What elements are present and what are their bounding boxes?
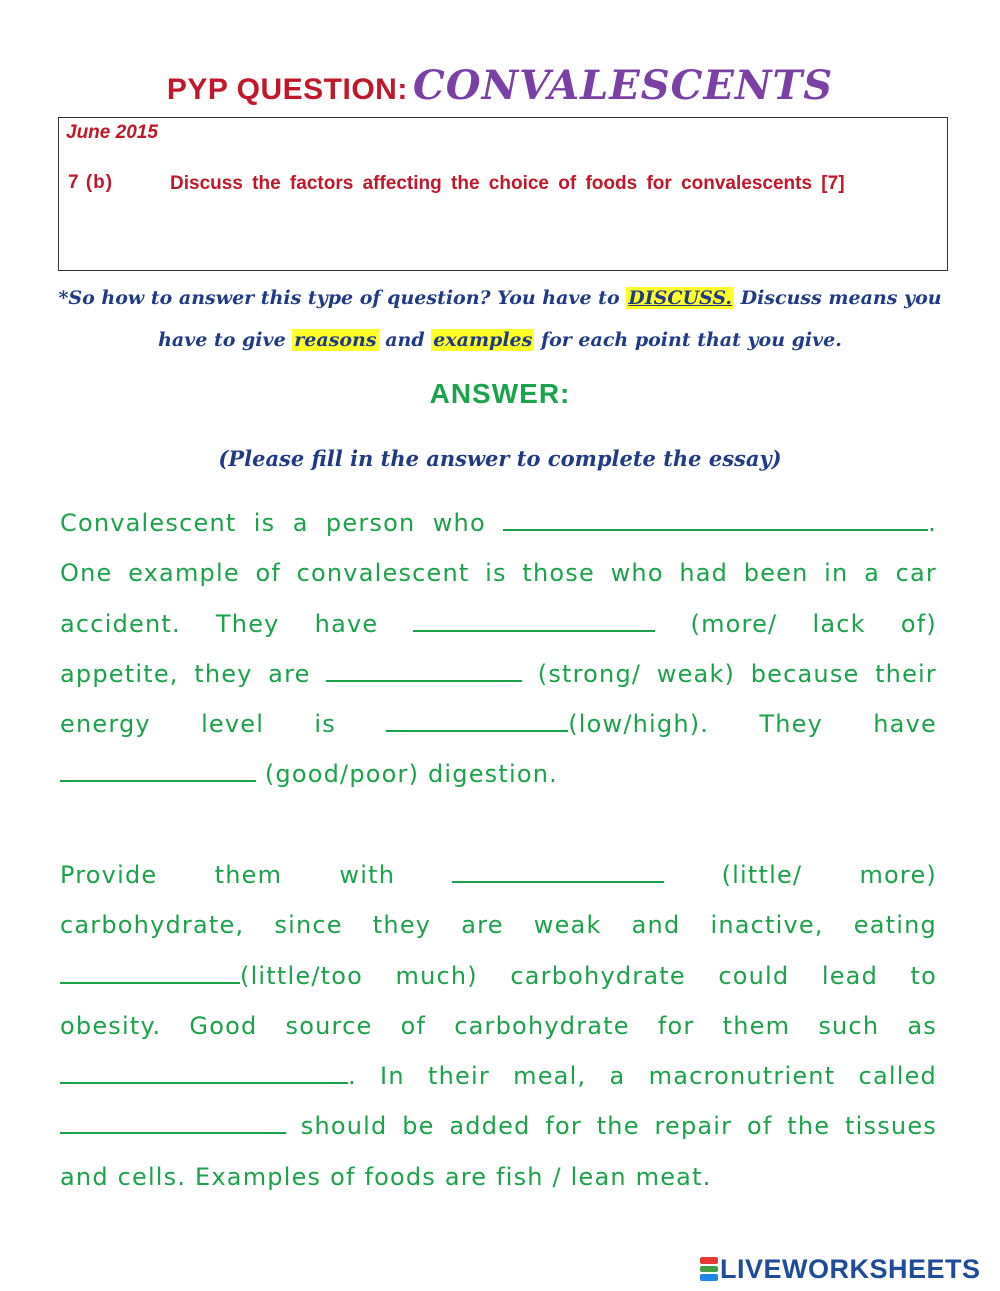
- question-box: [58, 117, 948, 271]
- text: .: [928, 509, 937, 537]
- answer-heading: ANSWER:: [429, 378, 571, 409]
- essay-line: obesity. Good source of carbohydrate for them such as: [60, 1011, 937, 1040]
- essay-paragraph-2: [60, 850, 937, 1202]
- worksheet-title: [0, 62, 1000, 109]
- essay-line: [60, 599, 937, 649]
- text: have: [314, 609, 379, 638]
- highlight-discuss: DISCUSS.: [628, 287, 732, 309]
- essay-line: and cells. Examples of foods are fish / lean meat.: [60, 1162, 712, 1191]
- instruction-text: for each point that you give.: [534, 329, 842, 351]
- answer-blank-3[interactable]: [326, 660, 522, 682]
- text: (little/too much) carbohydrate could lead to: [240, 961, 937, 990]
- answer-blank-7[interactable]: [60, 962, 240, 984]
- fill-instruction: (Please fill in the answer to complete the essay): [218, 446, 782, 471]
- essay-line: One example of convalescent is those who had been in a car: [60, 559, 937, 588]
- highlight-reasons: reasons: [294, 329, 377, 351]
- answer-blank-8[interactable]: [60, 1062, 348, 1084]
- text: Convalescent is a person who: [60, 509, 504, 537]
- essay-line: [60, 749, 937, 799]
- liveworksheets-logo: [700, 1254, 981, 1284]
- text: . In their meal, a macronutrient called: [348, 1062, 937, 1091]
- instruction-text: and: [378, 329, 432, 351]
- logo-icon: [700, 1256, 718, 1282]
- essay-line: carbohydrate, since they are weak and inactive, eating: [60, 911, 937, 940]
- text: (good/poor) digestion.: [256, 760, 558, 789]
- text: have: [873, 710, 937, 739]
- essay-paragraph-1: [60, 498, 937, 800]
- answer-blank-9[interactable]: [60, 1112, 286, 1134]
- text: lack: [812, 609, 866, 638]
- essay-line: [60, 951, 937, 1001]
- text: (low/high).: [568, 710, 710, 739]
- instruction-text: Discuss means you have to give: [158, 287, 942, 351]
- text: appetite, they are: [60, 659, 327, 688]
- answer-blank-6[interactable]: [452, 861, 664, 883]
- instruction-note: [40, 277, 960, 361]
- answer-blank-1[interactable]: [503, 509, 928, 531]
- text: (more/: [690, 609, 778, 638]
- answer-blank-4[interactable]: [386, 710, 568, 732]
- text: of): [900, 609, 937, 638]
- question-number: 7 (b): [68, 172, 114, 193]
- question-text: Discuss the factors affecting the choice of foods for convalescents [7]: [170, 173, 845, 194]
- question-date: June 2015: [66, 122, 158, 143]
- highlight-examples: examples: [433, 329, 533, 351]
- text: them: [214, 861, 283, 889]
- answer-blank-5[interactable]: [60, 760, 256, 782]
- essay-line: [60, 1051, 937, 1101]
- essay-line: [60, 1101, 937, 1151]
- text: level: [201, 710, 265, 739]
- essay-line: [60, 649, 937, 699]
- text: They: [215, 609, 280, 638]
- title-topic: CONVALESCENTS: [412, 62, 834, 109]
- text: with: [339, 861, 396, 889]
- text: accident.: [60, 609, 181, 638]
- essay-line: [60, 498, 937, 548]
- title-prefix: PYP QUESTION:: [166, 73, 408, 106]
- text: Provide: [60, 861, 158, 889]
- text: (little/: [721, 861, 803, 889]
- text: more): [859, 861, 937, 889]
- essay-line: [60, 850, 937, 900]
- text: (strong/ weak) because their: [522, 659, 937, 688]
- logo-text: LIVEWORKSHEETS: [720, 1253, 981, 1284]
- instruction-text: *So how to answer this type of question? You have to: [58, 287, 627, 309]
- text: should be added for the repair of the tissues: [286, 1112, 937, 1141]
- text: They: [759, 710, 824, 739]
- text: is: [314, 710, 336, 739]
- text: energy: [60, 710, 151, 739]
- answer-blank-2[interactable]: [413, 610, 655, 632]
- essay-line: [60, 699, 937, 749]
